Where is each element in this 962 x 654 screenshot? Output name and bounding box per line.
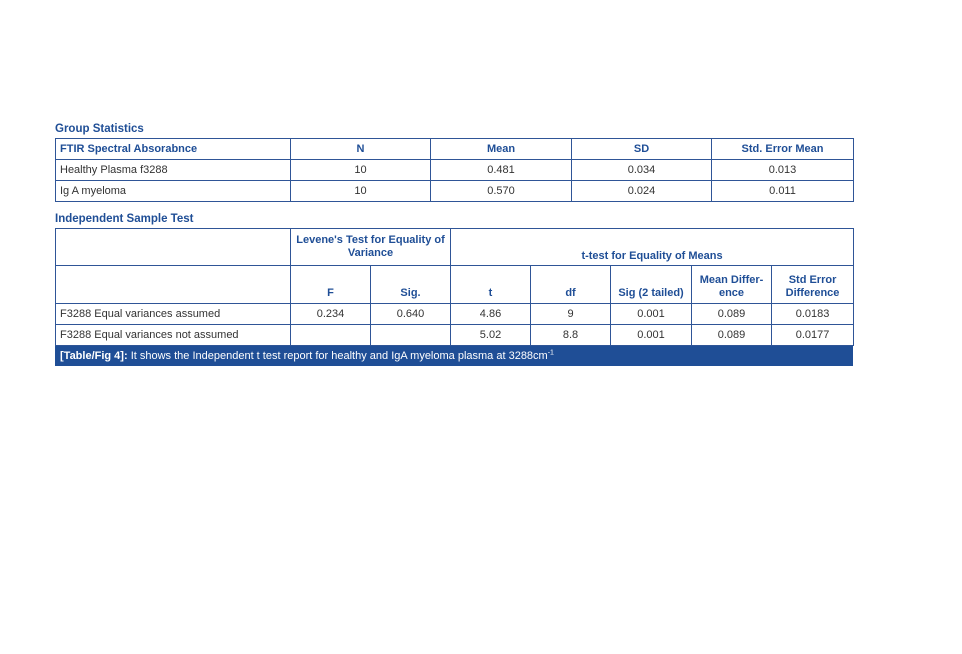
table-cell: 0.089 [692,304,772,325]
header-cell: Mean Differ-ence [692,266,772,304]
table-cell: 9 [531,304,611,325]
table-cell [291,325,371,346]
table-row [56,160,854,181]
header-cell: SD [572,139,712,160]
caption-text: It shows the Independent t test report for healthy and IgA myeloma plasma at 3288cm [127,350,548,362]
document-content [55,120,853,366]
table-row [56,181,854,202]
header-cell: t [451,266,531,304]
table-cell: F3288 Equal variances not assumed [56,325,291,346]
table-cell: 0.034 [572,160,712,181]
table-cell: 0.001 [611,304,692,325]
table-cell: 4.86 [451,304,531,325]
header-cell: Sig. [371,266,451,304]
header-cell: Std. Error Mean [712,139,854,160]
table-cell: 5.02 [451,325,531,346]
table-row [56,304,854,325]
caption-superscript: -1 [547,349,554,357]
header-cell: F [291,266,371,304]
table-cell: 0.011 [712,181,854,202]
table-cell: Healthy Plasma f3288 [56,160,291,181]
independent-test-title: Independent Sample Test [55,213,194,225]
ttest-group-header: t-test for Equality of Means [451,229,854,266]
table-header-row [56,266,854,304]
group-header-row [56,229,854,266]
table-cell: 10 [291,181,431,202]
table-cell: 10 [291,160,431,181]
table-cell: Ig A myeloma [56,181,291,202]
group-statistics-table [55,138,854,202]
table-cell: 0.013 [712,160,854,181]
table-cell: 0.089 [692,325,772,346]
header-cell: Sig (2 tailed) [611,266,692,304]
header-cell: FTIR Spectral Absorabnce [56,139,291,160]
group-statistics-title: Group Statistics [55,123,144,135]
table-cell [371,325,451,346]
header-cell: Mean [431,139,572,160]
header-cell: N [291,139,431,160]
table-cell: 0.0183 [772,304,854,325]
header-cell: Std Error Difference [772,266,854,304]
table-cell: 0.024 [572,181,712,202]
table-row [56,325,854,346]
empty-header-cell [56,266,291,304]
table-cell: F3288 Equal variances assumed [56,304,291,325]
table-cell: 8.8 [531,325,611,346]
table-cell: 0.570 [431,181,572,202]
header-cell: df [531,266,611,304]
independent-test-table [55,228,854,346]
table-cell: 0.0177 [772,325,854,346]
levene-group-header: Levene's Test for Equality of Variance [291,229,451,266]
empty-header-cell [56,229,291,266]
table-cell: 0.640 [371,304,451,325]
table-header-row [56,139,854,160]
table-cell: 0.481 [431,160,572,181]
figure-caption [55,346,853,366]
table-cell: 0.001 [611,325,692,346]
table-cell: 0.234 [291,304,371,325]
caption-label: [Table/Fig 4]: [60,350,128,362]
